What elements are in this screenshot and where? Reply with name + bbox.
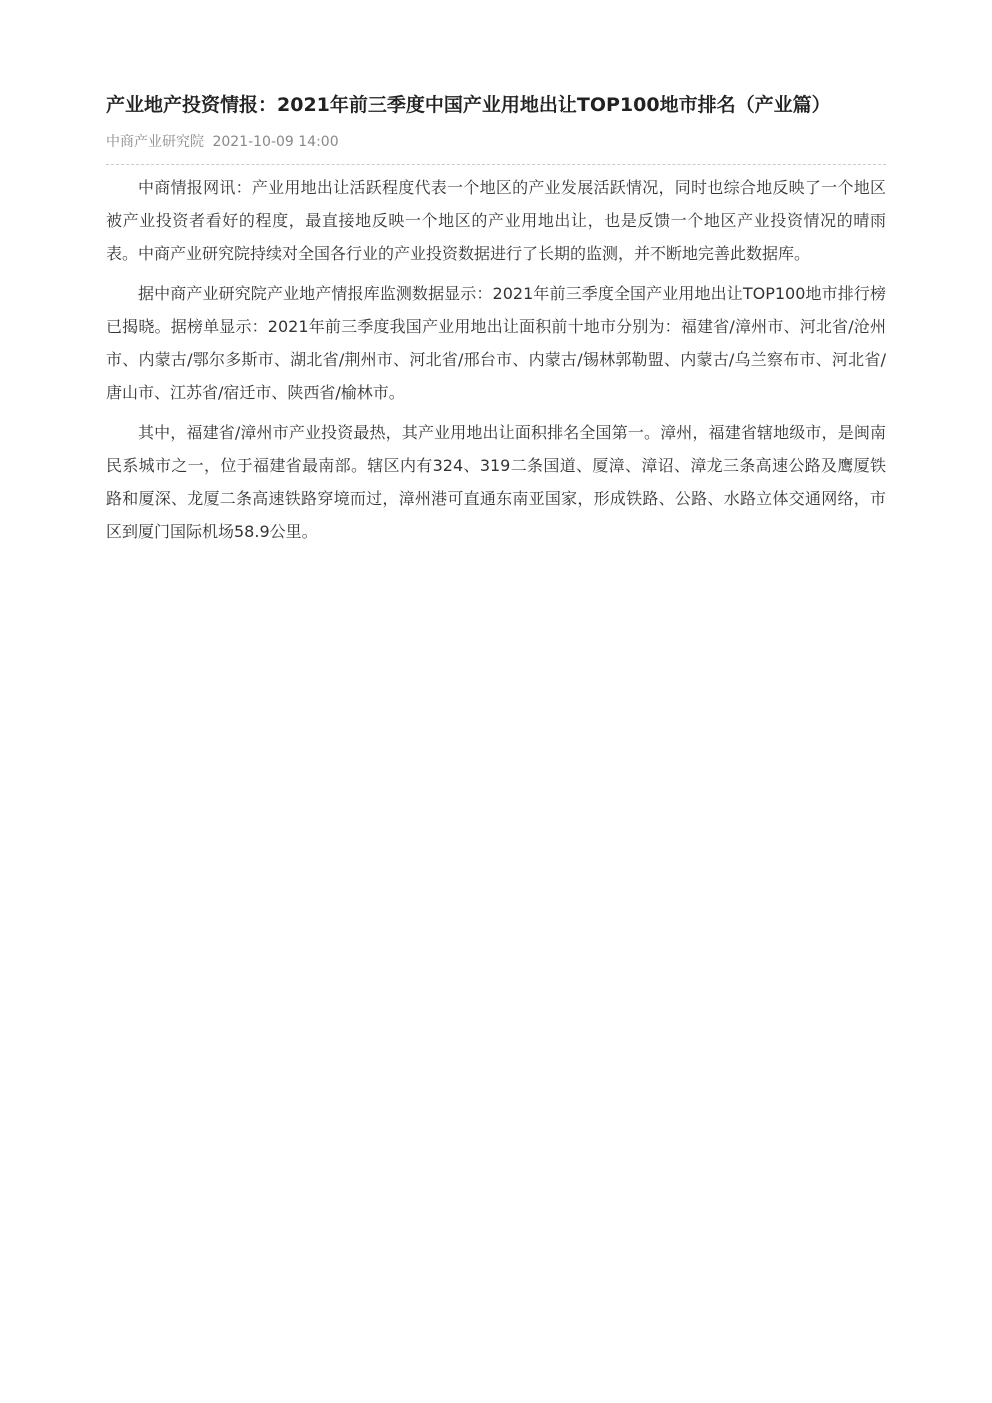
paragraph: 据中商产业研究院产业地产情报库监测数据显示：2021年前三季度全国产业用地出让TOP100地市排行榜已揭晓。据榜单显示：2021年前三季度我国产业用地出让面积前十地市分别为：福建省/漳州市、河北省/沧州市、内蒙古/鄂尔多斯市、湖北省/荆州市、河北省/邢台市、内蒙古/锡林郭勒盟、内蒙古/乌兰察布市、河北省/唐山市、江苏省/宿迁市、陕西省/榆林市。 [106, 284, 886, 402]
article [106, 88, 886, 555]
article-datetime: 2021-10-09 14:00 [212, 134, 339, 150]
paragraph: 中商情报网讯：产业用地出让活跃程度代表一个地区的产业发展活跃情况，同时也综合地反映了一个地区被产业投资者看好的程度，最直接地反映一个地区的产业用地出让，也是反馈一个地区产业投资情况的晴雨表。中商产业研究院持续对全国各行业的产业投资数据进行了长期的监测，并不断地完善此数据库。 [106, 178, 886, 263]
paragraph: 其中，福建省/漳州市产业投资最热，其产业用地出让面积排名全国第一。漳州，福建省辖地级市，是闽南民系城市之一，位于福建省最南部。辖区内有324、319二条国道、厦漳、漳诏、漳龙三条高速公路及鹰厦铁路和厦深、龙厦二条高速铁路穿境而过，漳州港可直通东南亚国家，形成铁路、公路、水路立体交通网络，市区到厦门国际机场58.9公里。 [106, 423, 886, 541]
article-source: 中商产业研究院 [106, 134, 204, 150]
article-body [106, 171, 886, 548]
article-meta [106, 132, 886, 165]
article-title: 产业地产投资情报：2021年前三季度中国产业用地出让TOP100地市排名（产业篇） [106, 94, 831, 116]
